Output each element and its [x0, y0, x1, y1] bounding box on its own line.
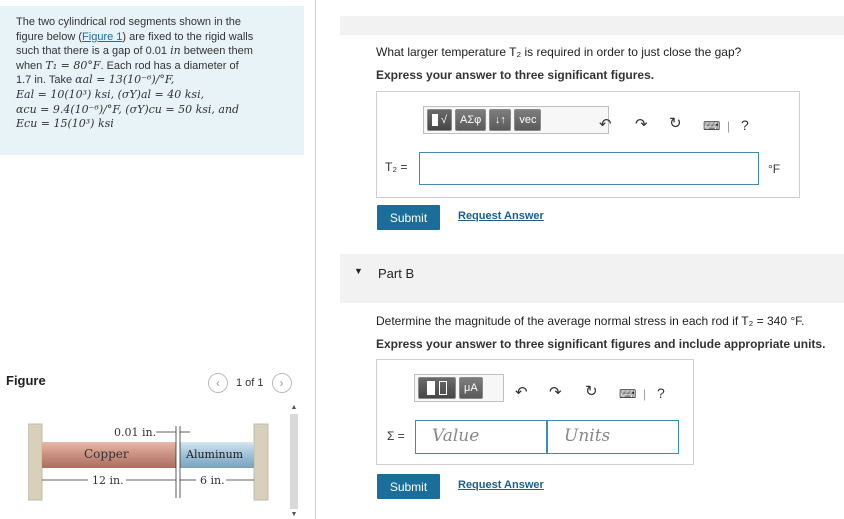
keyboard-icon[interactable]: ⌨ — [703, 119, 721, 133]
part-a-instruction: Express your answer to three significant figures. — [376, 68, 655, 82]
sigma-label: Σ = — [387, 429, 405, 443]
units-placeholder: Units — [564, 426, 611, 446]
part-b-question: Determine the magnitude of the average normal stress in each rod if T₂ = 340 °F. — [376, 314, 805, 328]
problem-line-1: The two cylindrical rod segments shown in the — [16, 16, 241, 28]
problem-text: . Take — [42, 74, 76, 87]
figure-image — [28, 408, 288, 519]
units-input[interactable] — [547, 420, 679, 454]
problem-line-5 — [16, 73, 290, 88]
problem-statement — [0, 6, 304, 155]
redo-icon[interactable]: ↷ — [635, 116, 648, 133]
value-input[interactable] — [415, 420, 547, 454]
templates-button[interactable] — [427, 109, 452, 131]
updown-button[interactable]: ↓↑ — [489, 109, 511, 131]
figure-nav — [208, 373, 292, 393]
part-a-header-bar — [340, 16, 844, 35]
scroll-up-icon[interactable]: ▲ — [290, 404, 298, 411]
problem-line-4 — [16, 59, 290, 74]
figure-title: Figure — [6, 373, 46, 388]
problem-text: such that there is a gap of 0.01 — [16, 45, 171, 58]
template-box-icon — [439, 381, 447, 395]
undo-icon[interactable]: ↶ — [515, 384, 528, 401]
units-button[interactable]: μA — [459, 377, 483, 399]
toolbar-separator: | — [727, 119, 731, 133]
part-b-submit-button[interactable]: Submit — [377, 474, 440, 499]
figure-counter: 1 of 1 — [236, 377, 264, 389]
gap-label: 0.01 in. — [114, 426, 157, 439]
scroll-track[interactable] — [290, 414, 298, 509]
templates-label: √ — [441, 114, 448, 126]
copper-label: Copper — [84, 447, 129, 461]
help-icon[interactable]: ? — [741, 117, 749, 133]
part-b-request-answer-link[interactable]: Request Answer — [458, 479, 544, 491]
symbols-button[interactable]: ΑΣφ — [455, 109, 486, 131]
problem-line-2 — [16, 30, 290, 45]
rod-diagram — [28, 408, 288, 519]
part-b-title[interactable]: Part B — [378, 266, 415, 281]
figure-scrollbar[interactable] — [288, 404, 300, 519]
problem-text: figure below ( — [16, 30, 83, 43]
fraction-template-button[interactable] — [418, 377, 456, 399]
redo-icon[interactable]: ↷ — [549, 384, 562, 401]
alpha-al: αal = 13(10⁻⁶)/°F, — [75, 73, 175, 87]
part-b-toolbar — [414, 374, 504, 402]
problem-text: between them — [180, 45, 253, 58]
vec-button[interactable]: vec — [514, 109, 541, 131]
template-block-icon — [432, 114, 438, 126]
part-a-answer-box — [376, 91, 800, 198]
template-block-icon — [427, 381, 435, 395]
part-a-submit-button[interactable]: Submit — [377, 205, 440, 230]
right-wall — [254, 424, 268, 500]
unit-in: in — [170, 44, 181, 58]
reset-icon[interactable]: ↻ — [585, 383, 598, 400]
problem-line-6: Eal = 10(10³) ksi, (σY)al = 40 ksi, — [16, 87, 205, 101]
figure-link[interactable]: Figure 1 — [82, 30, 123, 43]
undo-icon[interactable]: ↶ — [599, 116, 612, 133]
left-wall — [28, 424, 42, 500]
copper-length: 12 in. — [92, 474, 124, 487]
part-a-request-answer-link[interactable]: Request Answer — [458, 210, 544, 222]
problem-text: ) are fixed to the rigid walls — [122, 30, 254, 43]
toolbar-separator: | — [643, 387, 647, 401]
problem-text: when — [16, 59, 46, 72]
part-b-header-bar[interactable] — [340, 254, 844, 303]
part-a-toolbar — [423, 106, 609, 134]
chevron-right-icon[interactable]: › — [272, 373, 292, 393]
part-b-answer-box — [376, 359, 694, 465]
part-a-question: What larger temperature T₂ is required in order to just close the gap? — [376, 45, 742, 59]
reset-icon[interactable]: ↻ — [669, 115, 682, 132]
problem-line-8: Ecu = 15(10³) ksi — [16, 117, 114, 131]
part-b-instruction: Express your answer to three significant figures and include appropriate units. — [376, 337, 826, 351]
keyboard-icon[interactable]: ⌨ — [619, 387, 637, 401]
problem-line-3 — [16, 44, 290, 59]
problem-text: . Each rod has a diameter of — [100, 59, 239, 72]
problem-line-7: αcu = 9.4(10⁻⁶)/°F, (σY)cu = 50 ksi, and — [16, 102, 240, 116]
aluminum-label: Aluminum — [186, 448, 244, 461]
t1-value: T₁ = 80°F — [45, 58, 101, 72]
column-divider — [315, 0, 316, 519]
help-icon[interactable]: ? — [657, 385, 665, 401]
scroll-down-icon[interactable]: ▼ — [290, 511, 298, 518]
t2-input[interactable] — [419, 152, 759, 185]
aluminum-length: 6 in. — [200, 474, 225, 487]
diameter-value: 1.7 in — [16, 74, 43, 87]
chevron-left-icon[interactable]: ‹ — [208, 373, 228, 393]
collapse-triangle-icon[interactable]: ▼ — [354, 266, 363, 276]
t2-label: T₂ = — [385, 160, 408, 174]
unit-label: °F — [768, 162, 781, 176]
value-placeholder: Value — [432, 426, 480, 446]
